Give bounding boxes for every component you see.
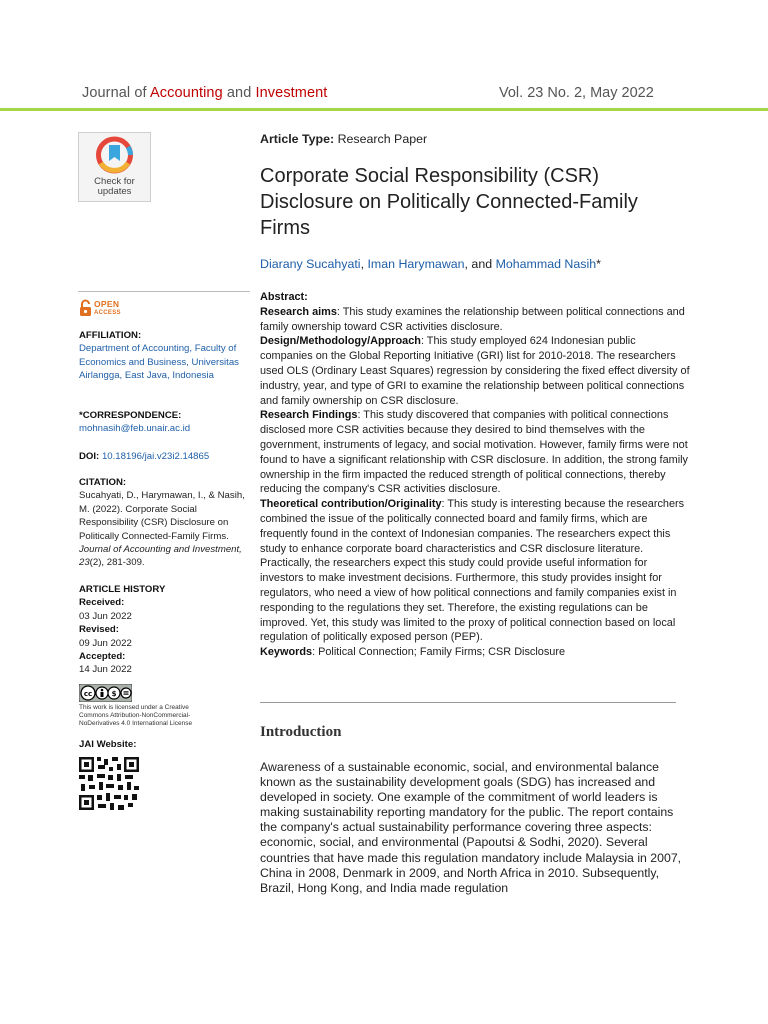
- author-separator: , and: [464, 257, 496, 271]
- aims-label: Research aims: [260, 305, 337, 318]
- citation-label: CITATION:: [79, 477, 127, 488]
- design-text: : This study employed 624 Indonesian public companies on the Global Reporting Initiative (GRI) list for 2010-2018. The researchers used OLS (Ordinary Least Squares) regression by considering the fixed effect diversity of industry, year, and type of GRI to examine the relationship between political connections and family ownership on CSR disclosure.: [260, 335, 690, 407]
- svg-text:cc: cc: [83, 690, 93, 698]
- license-text: This work is licensed under a Creative Commons Attribution-NonCommercial-NoDerivatives 4.0 International License: [79, 704, 193, 727]
- abstract-heading: Abstract:: [260, 291, 308, 303]
- revised-label: Revised:: [79, 624, 119, 636]
- section-heading: Introduction: [260, 724, 342, 740]
- history-label: ARTICLE HISTORY: [79, 584, 166, 595]
- citation-tail: (2), 281-309.: [89, 557, 145, 569]
- citation-block: [79, 476, 249, 570]
- received-label: Received:: [79, 597, 125, 609]
- open-access-line2: ACCESS: [94, 309, 121, 316]
- accepted-date: 14 Jun 2022: [79, 664, 132, 676]
- journal-name: [82, 85, 327, 101]
- correspondence-label: *CORRESPONDENCE:: [79, 410, 182, 421]
- doi-block: [79, 450, 249, 463]
- theory-text: : This study is interesting because the researchers combined the issue of the politically connected board and family firms, which are frequently found in the context of Indonesian companies. The researchers expect this study to enhance corporate board characteristics and CSR disclosure literature. Practically, the researchers expect this study could provide useful information for investors to make investment decisions. Furthermore, this study provides insight for regulators, who need a view of how political connections and family companies exist in responding to the regulations they set. Therefore, the existing regulations can be improved. Yet, this study was limited to the proxy of political connection based on local regulation of politically exposed person (PEP).: [260, 498, 685, 644]
- design-label: Design/Methodology/Approach: [260, 335, 421, 348]
- header-divider: [0, 108, 768, 111]
- crossmark-icon: [79, 133, 150, 177]
- author-separator: ,: [360, 257, 368, 271]
- citation-journal: Journal of Accounting and Investment, 23: [79, 544, 242, 569]
- keywords-text: : Political Connection; Family Firms; CSR Disclosure: [312, 646, 566, 659]
- article-type: [260, 132, 690, 146]
- doi-label: DOI:: [79, 451, 100, 462]
- theory-label: Theoretical contribution/Originality: [260, 498, 442, 511]
- findings-label: Research Findings: [260, 409, 358, 422]
- affiliation-label: AFFILIATION:: [79, 330, 142, 341]
- svg-text:$: $: [111, 690, 117, 698]
- author-link[interactable]: Iman Harymawan: [367, 257, 465, 271]
- cc-license-icon[interactable]: [79, 684, 132, 702]
- article-title: Corporate Social Responsibility (CSR) Disclosure on Politically Connected-Family Firms: [260, 165, 638, 239]
- journal-prefix: Journal of: [82, 85, 151, 101]
- affiliation-text: Department of Accounting, Faculty of Economics and Business, Universitas Airlangga, East Java, Indonesia: [79, 343, 239, 382]
- corresponding-star: *: [596, 257, 601, 271]
- volume-info: Vol. 23 No. 2, May 2022: [499, 85, 654, 101]
- check-for-updates-badge[interactable]: [78, 132, 151, 202]
- website-label: JAI Website:: [79, 739, 137, 750]
- badge-line1: Check for: [94, 176, 135, 187]
- intro-paragraph: [260, 760, 690, 896]
- open-access-text: [94, 300, 121, 317]
- open-access-badge: [79, 299, 139, 321]
- badge-text: [79, 177, 150, 197]
- qr-code-icon[interactable]: [79, 757, 139, 810]
- doi-link[interactable]: 10.18196/jai.v23i2.14865: [101, 451, 210, 462]
- author-link[interactable]: Mohammad Nasih: [495, 257, 597, 271]
- intro-text: Awareness of a sustainable economic, social, and environmental balance known as the sustainability development goals (SDG) has increased and developed in society. One example of the commitment of world leaders is making sustainability reporting mandatory for the public. The report contains the company's actual sustainability performance covering three aspects: economic, social, and environmental (Papoutsi & Sodhi, 2020). Several countries that have made this regulation mandatory include Malaysia in 2007, China in 2008, Denmark in 2009, and North Africa in 2010. Subsequently, Brazil, Hong Kong, and India made regulation: [260, 760, 682, 895]
- journal-accent-accounting: Accounting: [150, 85, 223, 101]
- accepted-label: Accepted:: [79, 651, 126, 663]
- article-type-label: Article Type:: [260, 132, 335, 146]
- abstract: [260, 290, 690, 660]
- author-list: [260, 257, 690, 271]
- journal-accent-investment: Investment: [255, 85, 328, 101]
- keywords-label: Keywords: [260, 646, 313, 659]
- correspondence-email[interactable]: mohnasih@feb.unair.ac.id: [79, 423, 191, 435]
- affiliation-block: [79, 329, 249, 383]
- findings-text: : This study discovered that companies with political connections disclosed more CSR activities because they desired to bind themselves with the government, instruments of legacy, and social motivation. However, family firms were not found to have a significant relationship with CSR disclosure. In addition, the strong family ownership in the firm impacted the reduced strength of political connections, thereby reducing the company's CSR activities disclosure.: [260, 409, 688, 496]
- journal-and: and: [222, 85, 256, 101]
- received-date: 03 Jun 2022: [79, 610, 132, 622]
- badge-line2: updates: [97, 186, 132, 197]
- correspondence-block: [79, 409, 249, 436]
- open-lock-icon: [79, 299, 92, 317]
- aims-text: : This study examines the relationship between political connections and family ownership toward CSR activities disclosure.: [260, 305, 685, 333]
- article-type-value: Research Paper: [334, 132, 428, 146]
- open-access-line1: OPEN: [94, 299, 120, 309]
- website-block: [79, 738, 249, 751]
- citation-text: Sucahyati, D., Harymawan, I., & Nasih, M. (2022). Corporate Social Responsibility (CSR) Disclosure on Politically Connected-Family Firms.: [79, 490, 245, 542]
- revised-date: 09 Jun 2022: [79, 637, 132, 649]
- author-link[interactable]: Diarany Sucahyati: [260, 257, 361, 271]
- abstract-divider: [260, 702, 676, 703]
- sidebar-divider: [78, 291, 250, 292]
- article-history-block: [79, 583, 249, 677]
